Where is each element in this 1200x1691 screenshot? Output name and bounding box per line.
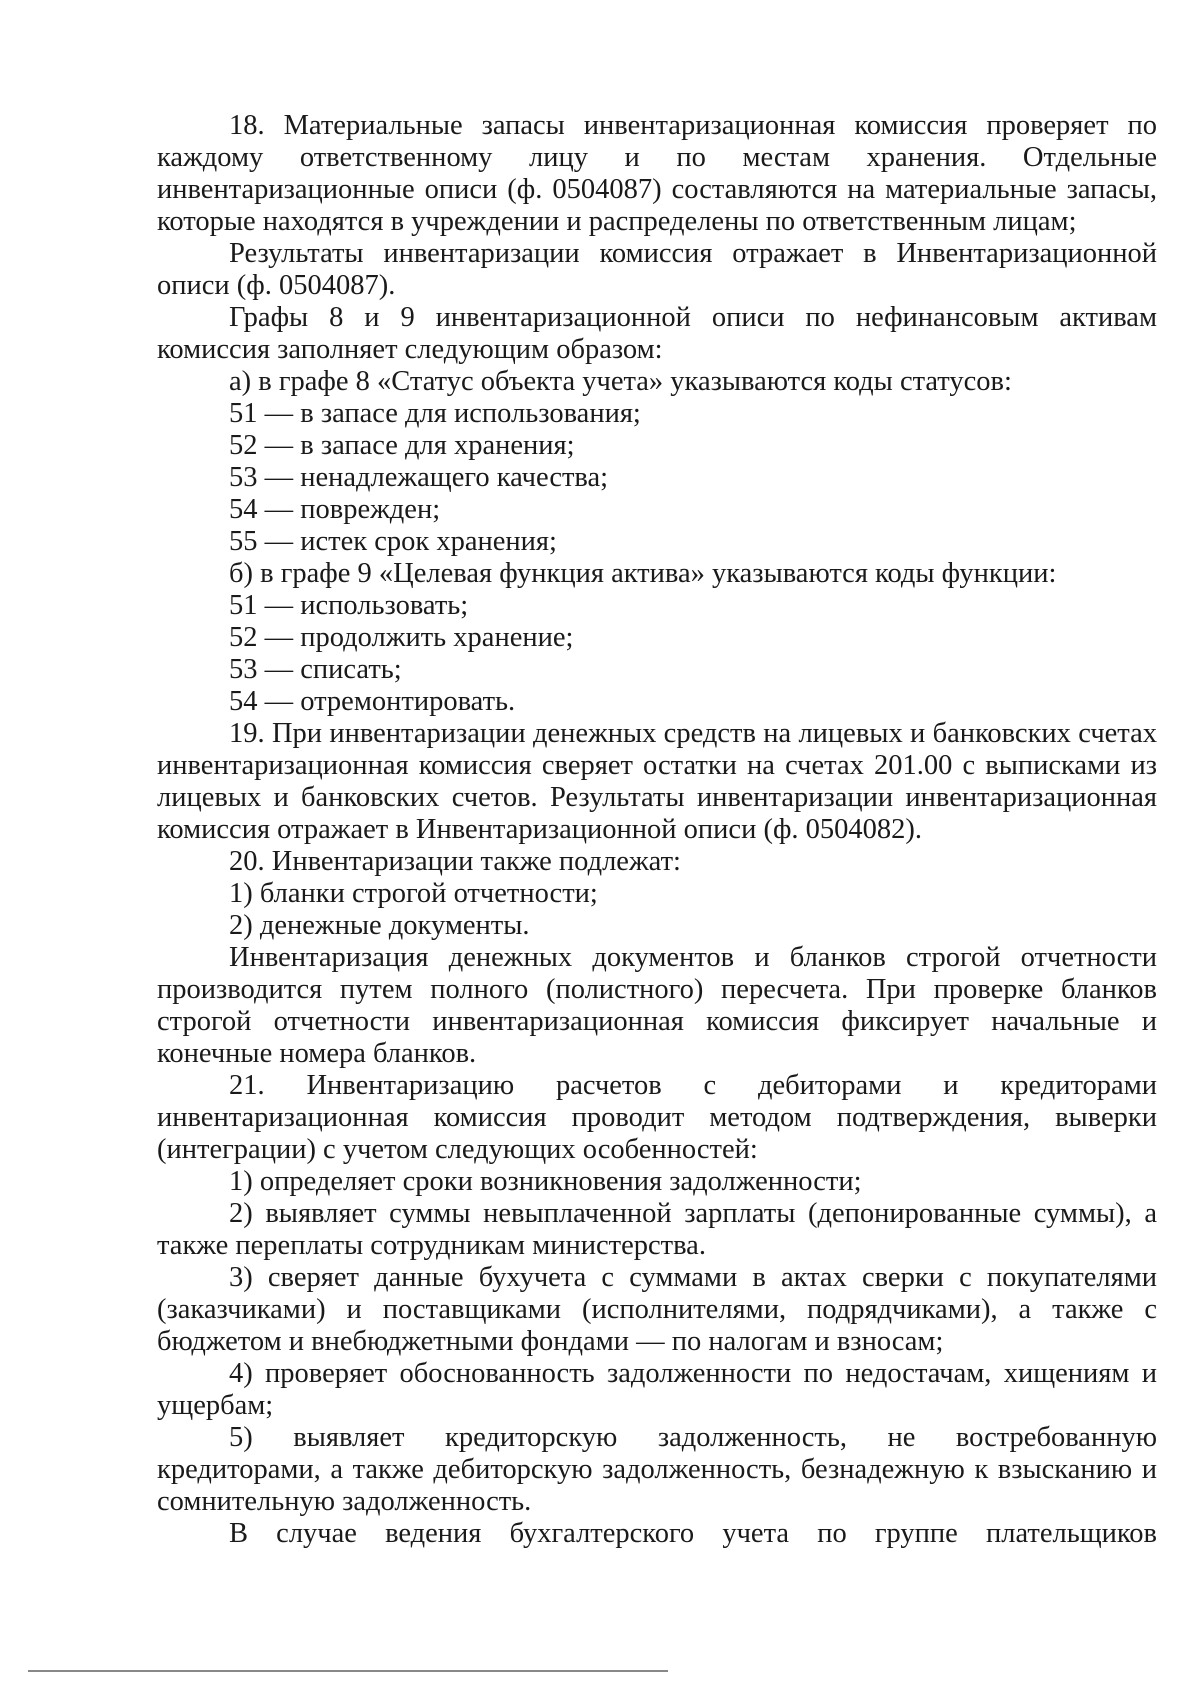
paragraph-continued: В случае ведения бухгалтерского учета по группе плательщиков [229, 1518, 1157, 1549]
list-item: 52 — в запасе для хранения; [229, 430, 575, 461]
list-item: 5) выявляет кредиторскую задолженность, не востребованную кредиторами, а также дебиторскую задолженность, безнадежную к взысканию и сомнительную задолженность. [157, 1422, 1157, 1517]
list-item: 1) бланки строгой отчетности; [229, 878, 598, 909]
footer-divider [28, 1670, 668, 1672]
list-heading-function: б) в графе 9 «Целевая функция актива» указываются коды функции: [229, 558, 1057, 589]
list-heading-status: а) в графе 8 «Статус объекта учета» указываются коды статусов: [229, 366, 1012, 397]
paragraph-19: 19. При инвентаризации денежных средств на лицевых и банковских счетах инвентаризационная комиссия сверяет остатки на счетах 201.00 с выписками из лицевых и банковских счетов. Результаты инвентаризации инвентаризационная комиссия отражает в Инвентаризационной описи (ф. 0504082). [157, 718, 1157, 845]
document-body [157, 110, 1157, 1550]
list-item: 53 — ненадлежащего качества; [229, 462, 609, 493]
list-item: 51 — в запасе для использования; [229, 398, 641, 429]
paragraph-21: 21. Инвентаризацию расчетов с дебиторами и кредиторами инвентаризационная комиссия проводит методом подтверждения, выверки (интеграции) с учетом следующих особенностей: [157, 1070, 1157, 1165]
list-item: 53 — списать; [229, 654, 402, 685]
paragraph-20: 20. Инвентаризации также подлежат: [229, 846, 681, 877]
list-item: 2) денежные документы. [229, 910, 530, 941]
list-item: 2) выявляет суммы невыплаченной зарплаты (депонированные суммы), а также переплаты сотрудникам министерства. [157, 1198, 1157, 1261]
paragraph-columns: Графы 8 и 9 инвентаризационной описи по нефинансовым активам комиссия заполняет следующим образом: [157, 302, 1157, 365]
list-item: 4) проверяет обоснованность задолженности по недостачам, хищениям и ущербам; [157, 1358, 1157, 1421]
paragraph-18: 18. Материальные запасы инвентаризационная комиссия проверяет по каждому ответственному лицу и по местам хранения. Отдельные инвентаризационные описи (ф. 0504087) составляются на материальные запасы, которые находятся в учреждении и распределены по ответственным лицам; [157, 110, 1157, 237]
list-item: 52 — продолжить хранение; [229, 622, 574, 653]
list-item: 1) определяет сроки возникновения задолженности; [229, 1166, 862, 1197]
list-item: 55 — истек срок хранения; [229, 526, 557, 557]
list-item: 3) сверяет данные бухучета с суммами в актах сверки с покупателями (заказчиками) и поставщиками (исполнителями, подрядчиками), а также с бюджетом и внебюджетными фондами — по налогам и взносам; [157, 1262, 1157, 1357]
paragraph-results: Результаты инвентаризации комиссия отражает в Инвентаризационной описи (ф. 0504087). [157, 238, 1157, 301]
paragraph-inventory-documents: Инвентаризация денежных документов и бланков строгой отчетности производится путем полного (полистного) пересчета. При проверке бланков строгой отчетности инвентаризационная комиссия фиксирует начальные и конечные номера бланков. [157, 942, 1157, 1069]
list-item: 54 — отремонтировать. [229, 686, 516, 717]
list-item: 51 — использовать; [229, 590, 469, 621]
list-item: 54 — поврежден; [229, 494, 441, 525]
